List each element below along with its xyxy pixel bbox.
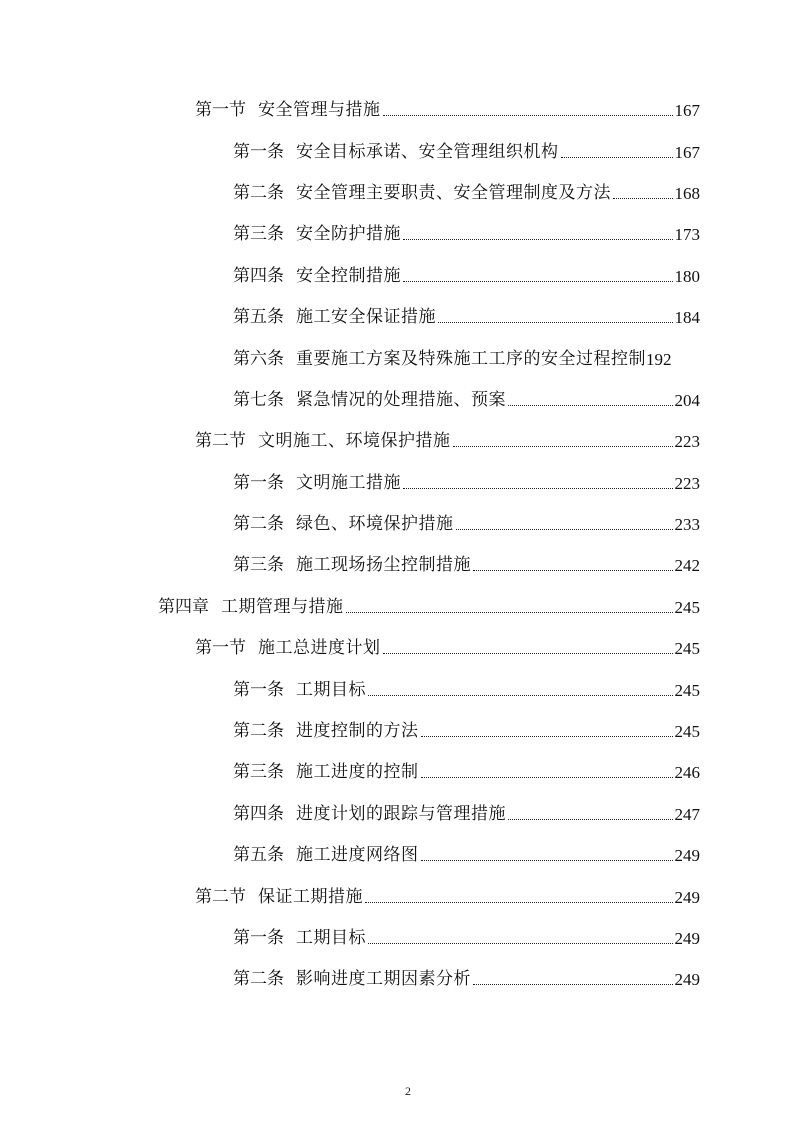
toc-entry[interactable] [0, 752, 793, 793]
toc-entry-prefix: 第三条 [233, 224, 284, 245]
toc-entry[interactable] [0, 545, 793, 586]
toc-entry-prefix: 第五条 [233, 845, 284, 866]
toc-entry-page: 249 [674, 887, 700, 907]
toc-entry[interactable] [0, 918, 793, 959]
toc-entry-title: 安全目标承诺、安全管理组织机构 [296, 141, 559, 162]
toc-entry-title: 工期管理与措施 [221, 596, 344, 617]
toc-entry[interactable] [0, 256, 793, 297]
toc-entry-page: 184 [674, 308, 700, 328]
toc-entry-prefix: 第一节 [195, 100, 246, 121]
toc-entry-title: 施工总进度计划 [258, 638, 381, 659]
toc-entry-title: 施工现场扬尘控制措施 [296, 555, 471, 576]
toc-entry-prefix: 第二条 [233, 182, 284, 203]
toc-entry-prefix: 第六条 [233, 348, 284, 369]
page-number: 2 [405, 1084, 411, 1098]
toc-entry-prefix: 第二条 [233, 969, 284, 990]
toc-dot-leader [613, 198, 673, 199]
toc-entry-title: 安全防护措施 [296, 224, 401, 245]
toc-entry-prefix: 第二条 [233, 514, 284, 535]
toc-entry[interactable] [0, 338, 793, 379]
toc-entry-title: 进度计划的跟踪与管理措施 [296, 803, 506, 824]
toc-entry[interactable] [0, 794, 793, 835]
toc-entry-title: 文明施工措施 [296, 472, 401, 493]
toc-entry-title: 紧急情况的处理措施、预案 [296, 389, 506, 410]
toc-entry-title: 保证工期措施 [258, 886, 363, 907]
toc-entry[interactable] [0, 876, 793, 917]
toc-dot-leader [368, 943, 673, 944]
toc-entry-prefix: 第一条 [233, 472, 284, 493]
toc-dot-leader [346, 612, 673, 613]
toc-entry-title: 进度控制的方法 [296, 721, 419, 742]
toc-entry[interactable] [0, 628, 793, 669]
toc-entry-page: 223 [674, 432, 700, 452]
toc-dot-leader [365, 902, 673, 903]
toc-entry[interactable] [0, 711, 793, 752]
toc-entry-prefix: 第四条 [233, 265, 284, 286]
toc-entry[interactable] [0, 90, 793, 131]
toc-entry-page: 180 [674, 266, 700, 286]
toc-dot-leader [453, 446, 673, 447]
toc-entry[interactable] [0, 669, 793, 710]
toc-entry-prefix: 第一条 [233, 679, 284, 700]
toc-dot-leader [403, 488, 673, 489]
toc-entry-page: 242 [674, 556, 700, 576]
toc-entry-page: 223 [674, 473, 700, 493]
toc-entry[interactable] [0, 173, 793, 214]
toc-entry-prefix: 第四条 [233, 803, 284, 824]
toc-entry-page: 245 [674, 597, 700, 617]
toc-entry-title: 安全控制措施 [296, 265, 401, 286]
toc-entry-title: 安全管理与措施 [258, 100, 381, 121]
toc-entry-page: 167 [674, 142, 700, 162]
toc-entry-title: 影响进度工期因素分析 [296, 969, 471, 990]
toc-dot-leader [383, 653, 673, 654]
toc-entry-page: 247 [674, 804, 700, 824]
toc-entry-page: 246 [674, 763, 700, 783]
toc-entry-prefix: 第一条 [233, 928, 284, 948]
toc-dot-leader [403, 281, 673, 282]
toc-entry-page: 249 [674, 970, 700, 990]
toc-entry[interactable] [0, 214, 793, 255]
toc-entry-title: 文明施工、环境保护措施 [258, 431, 451, 452]
toc-entry-title: 安全管理主要职责、安全管理制度及方法 [296, 182, 611, 203]
toc-dot-leader [508, 405, 673, 406]
toc-entry-page: 245 [674, 639, 700, 659]
toc-entry-title: 工期目标 [296, 928, 366, 948]
toc-dot-leader [508, 819, 673, 820]
toc-entry-prefix: 第三条 [233, 762, 284, 783]
toc-entry-prefix: 第二条 [233, 721, 284, 742]
toc-entry-prefix: 第一条 [233, 141, 284, 162]
toc-dot-leader [456, 529, 673, 530]
toc-dot-leader [421, 736, 673, 737]
toc-dot-leader [473, 984, 673, 985]
toc-entry-prefix: 第三条 [233, 555, 284, 576]
toc-dot-leader [561, 157, 673, 158]
toc-entry[interactable] [0, 959, 793, 1000]
toc-entry-title: 施工进度的控制 [296, 762, 419, 783]
toc-entry[interactable] [0, 587, 793, 628]
toc-entry-prefix: 第一节 [195, 638, 246, 659]
toc-entry-page: 192 [646, 349, 672, 369]
toc-entry[interactable] [0, 421, 793, 462]
toc-entry-page: 167 [674, 101, 700, 121]
toc-entry-prefix: 第二节 [195, 431, 246, 452]
toc-entry[interactable] [0, 131, 793, 172]
toc-entry-prefix: 第二节 [195, 886, 246, 907]
toc-entry-page: 245 [674, 680, 700, 700]
toc-entry-title: 施工进度网络图 [296, 845, 419, 866]
toc-entry-page: 249 [674, 929, 700, 948]
toc-dot-leader [383, 115, 673, 116]
toc-entry-title: 施工安全保证措施 [296, 307, 436, 328]
toc-entry-page: 173 [674, 225, 700, 245]
toc-entry-prefix: 第七条 [233, 389, 284, 410]
toc-entry[interactable] [0, 835, 793, 876]
toc-dot-leader [368, 695, 673, 696]
toc-entry[interactable] [0, 463, 793, 504]
toc-entry-title: 重要施工方案及特殊施工工序的安全过程控制 [296, 348, 646, 369]
toc-dot-leader [438, 322, 673, 323]
toc-entry-prefix: 第四章 [158, 596, 209, 617]
toc-entry[interactable] [0, 504, 793, 545]
toc-entry-page: 249 [674, 846, 700, 866]
toc-entry-page: 168 [674, 183, 700, 203]
toc-entry-page: 204 [674, 390, 700, 410]
toc-entry[interactable] [0, 297, 793, 338]
toc-entry-prefix: 第五条 [233, 307, 284, 328]
toc-dot-leader [421, 777, 673, 778]
toc-dot-leader [421, 860, 673, 861]
toc-dot-leader [403, 239, 673, 240]
toc-entry[interactable] [0, 380, 793, 421]
toc-entry-page: 245 [674, 722, 700, 742]
toc-entry-page: 233 [674, 515, 700, 535]
toc-dot-leader [473, 570, 673, 571]
toc-entry-title: 工期目标 [296, 679, 366, 700]
table-of-contents [0, 90, 793, 1001]
toc-entry-title: 绿色、环境保护措施 [296, 514, 454, 535]
